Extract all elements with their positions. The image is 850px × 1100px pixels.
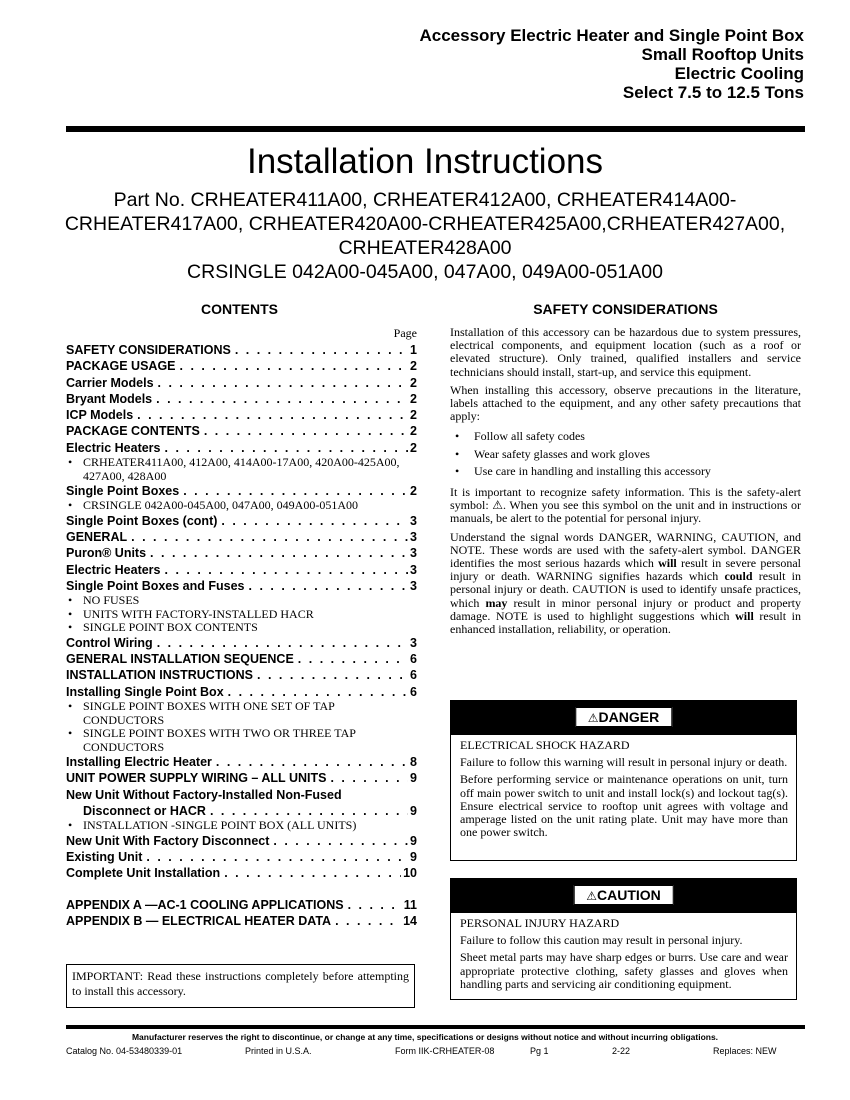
toc-page: 6: [410, 684, 417, 699]
toc-label: GENERAL INSTALLATION SEQUENCE: [66, 652, 294, 667]
warning-triangle-icon: ⚠: [492, 498, 503, 513]
toc-page: 8: [410, 755, 417, 770]
toc-entry[interactable]: [66, 407, 417, 423]
toc-page: 6: [410, 668, 417, 683]
toc-leader: [348, 897, 402, 913]
toc-entry[interactable]: [66, 897, 417, 913]
toc-label: SAFETY CONSIDERATIONS: [66, 343, 231, 357]
danger-label: [575, 707, 672, 727]
toc-label: APPENDIX A —AC-1 COOLING APPLICATIONS: [66, 897, 344, 912]
toc-entry[interactable]: [66, 423, 417, 439]
toc-leader: [335, 913, 401, 929]
caution-body: [451, 913, 796, 1001]
table-of-contents: [66, 325, 417, 929]
toc-entry[interactable]: [66, 667, 417, 683]
hazard-paragraph: Failure to follow this warning will result in personal injury or death.: [460, 755, 788, 770]
toc-subitem: • SINGLE POINT BOX CONTENTS: [66, 621, 417, 635]
spacer: [66, 882, 417, 897]
toc-entry[interactable]: [66, 770, 417, 786]
part-line: Part No. CRHEATER411A00, CRHEATER412A00, CRHEATER414A00-: [113, 189, 737, 211]
part-line: CRSINGLE 042A00-045A00, 047A00, 049A00-051A00: [187, 261, 663, 283]
toc-label: Electric Heaters: [66, 562, 161, 577]
toc-subitem: • UNITS WITH FACTORY-INSTALLED HACR: [66, 608, 417, 622]
toc-leader: [235, 342, 408, 358]
toc-entry[interactable]: [66, 483, 417, 499]
toc-label: Disconnect or HACR: [83, 803, 206, 818]
toc-subitem: • SINGLE POINT BOXES WITH ONE SET OF TAP CONDUCTORS: [66, 700, 417, 727]
toc-label: APPENDIX B — ELECTRICAL HEATER DATA: [66, 913, 332, 928]
safety-list-item: • Wear safety glasses and work gloves: [450, 446, 801, 464]
danger-label-text: DANGER: [598, 709, 660, 725]
toc-entry[interactable]: [66, 358, 417, 374]
part-numbers: [40, 188, 810, 284]
header-line: Accessory Electric Heater and Single Point Box: [419, 26, 804, 45]
danger-banner: [451, 701, 796, 735]
toc-subitem: • INSTALLATION -SINGLE POINT BOX (ALL UNITS): [66, 819, 417, 833]
header-line: Small Rooftop Units: [641, 45, 804, 64]
page-column-label: Page: [393, 326, 417, 340]
toc-leader: [146, 849, 408, 865]
toc-page: 9: [410, 803, 417, 818]
toc-page: 2: [410, 484, 417, 499]
text-run: It is important to recognize safety information. This is the safety-alert symbol:: [450, 484, 801, 513]
toc-leader: [224, 865, 401, 881]
toc-page: 2: [410, 391, 417, 406]
safety-list-item: • Use care in handling and installing this accessory: [450, 463, 801, 481]
hazard-title: ELECTRICAL SHOCK HAZARD: [460, 738, 630, 752]
danger-body: [451, 735, 796, 849]
warning-triangle-icon: ⚠: [587, 711, 599, 725]
toc-label: Installing Single Point Box: [66, 684, 224, 699]
toc-subitem: • CRHEATER411A00, 412A00, 414A00-17A00, 420A00-425A00, 427A00, 428A00: [66, 456, 417, 483]
toc-leader: [157, 635, 408, 651]
toc-subitem: • SINGLE POINT BOXES WITH TWO OR THREE TAP CONDUCTORS: [66, 727, 417, 754]
toc-leader: [131, 529, 408, 545]
toc-leader: [330, 770, 408, 786]
toc-entry[interactable]: [66, 803, 417, 819]
toc-label: PACKAGE CONTENTS: [66, 424, 200, 439]
toc-leader: [165, 440, 409, 456]
safety-paragraph: [450, 486, 801, 526]
toc-label: Control Wiring: [66, 635, 153, 650]
toc-page: 6: [410, 652, 417, 667]
toc-page: 3: [410, 546, 417, 561]
toc-label: New Unit With Factory Disconnect: [66, 833, 270, 848]
toc-leader: [165, 562, 409, 578]
header-line: Electric Cooling: [674, 64, 804, 83]
document-header: [419, 26, 804, 102]
toc-subitem: • NO FUSES: [66, 594, 417, 608]
toc-leader: [221, 513, 408, 529]
toc-label: PACKAGE USAGE: [66, 359, 176, 374]
toc-page: 3: [410, 513, 417, 528]
toc-page: 2: [410, 408, 417, 423]
toc-leader: [210, 803, 408, 819]
toc-label: Single Point Boxes: [66, 484, 180, 499]
toc-leader: [249, 578, 409, 594]
toc-leader: [183, 483, 408, 499]
toc-entry[interactable]: [66, 913, 417, 929]
safety-paragraph: [450, 531, 801, 637]
toc-entry[interactable]: [66, 513, 417, 529]
toc-label: UNIT POWER SUPPLY WIRING – ALL UNITS: [66, 771, 327, 786]
toc-page: 3: [410, 530, 417, 545]
toc-label: Bryant Models: [66, 391, 153, 406]
caution-label-text: CAUTION: [596, 887, 661, 903]
text-run: Understand the signal words DANGER, WARNING, CAUTION, and NOTE. These words are used with the safety-alert symbol. DANGER identifies the most serious hazards which: [450, 529, 801, 570]
toc-entry[interactable]: [66, 562, 417, 578]
toc-page: 10: [403, 866, 417, 881]
emphasis: may: [485, 595, 508, 610]
toc-label: Carrier Models: [66, 375, 154, 390]
hazard-title: PERSONAL INJURY HAZARD: [460, 916, 620, 930]
toc-page: 14: [403, 913, 417, 928]
text-run: result in minor personal injury or product and property damage. NOTE is used to highlight suggestions which: [450, 595, 801, 623]
toc-leader: [158, 375, 409, 391]
toc-leader: [137, 407, 408, 423]
toc-entry[interactable]: [66, 754, 417, 770]
toc-entry[interactable]: [66, 375, 417, 391]
toc-entry-wrapped[interactable]: New Unit Without Factory-Installed Non-Fused: [66, 787, 342, 802]
toc-label: ICP Models: [66, 408, 134, 423]
safety-paragraph: Installation of this accessory can be hazardous due to system pressures, electrical components, and equipment location (such as a roof or elevated structure). Only trained, qualified installers and service technicians should install, start-up, and service this equipment.: [450, 325, 801, 379]
header-line: Select 7.5 to 12.5 Tons: [622, 83, 804, 102]
toc-label: Electric Heaters: [66, 440, 161, 455]
toc-leader: [257, 667, 408, 683]
replaces-note: Replaces: NEW: [713, 1046, 777, 1056]
warning-triangle-icon: ⚠: [586, 889, 597, 903]
text-run: result in enhanced installation, reliability, or operation.: [450, 608, 801, 636]
toc-leader: [228, 684, 408, 700]
toc-leader: [273, 833, 408, 849]
emphasis: could: [724, 569, 753, 584]
toc-label: INSTALLATION INSTRUCTIONS: [66, 668, 254, 683]
hazard-paragraph: Before performing service or maintenance operations on unit, turn off main power switch to unit and install lock(s) and lockout tag(s). Ensure electrical service to rooftop unit agrees with voltage and amperage listed on the unit rating plate. Unit may have more than one power switch.: [460, 772, 788, 840]
toc-page: 9: [410, 833, 417, 848]
caution-label: [573, 885, 674, 905]
part-line: CRHEATER417A00, CRHEATER420A00-CRHEATER425A00,CRHEATER427A00,: [64, 213, 786, 235]
caution-banner: [451, 879, 796, 913]
toc-label: Single Point Boxes (cont): [66, 513, 218, 528]
page-title: Installation Instructions: [246, 142, 603, 181]
toc-page: 3: [410, 635, 417, 650]
caution-box: [450, 878, 797, 1000]
text-run: result in severe personal injury or death. WARNING signifies hazards which: [450, 555, 802, 584]
emphasis: will: [658, 555, 677, 570]
toc-subitem: • CRSINGLE 042A00-045A00, 047A00, 049A00-051A00: [66, 499, 417, 513]
safety-list: [450, 428, 801, 481]
toc-entry[interactable]: [66, 529, 417, 545]
toc-page: 2: [410, 359, 417, 374]
hazard-paragraph: Failure to follow this caution may result in personal injury.: [460, 933, 743, 948]
toc-page: 2: [410, 375, 417, 390]
toc-entry[interactable]: [66, 833, 417, 849]
toc-entry[interactable]: [66, 391, 417, 407]
toc-entry[interactable]: [66, 440, 417, 456]
important-notice: IMPORTANT: Read these instructions completely before attempting to install this accessory.: [66, 964, 415, 1008]
footer-disclaimer: Manufacturer reserves the right to discontinue, or change at any time, specifications or designs without notice and without incurring obligations.: [131, 1032, 719, 1042]
toc-page: 9: [410, 850, 417, 865]
toc-entry[interactable]: [66, 865, 417, 881]
safety-text: [450, 326, 801, 641]
toc-page: 2: [410, 440, 417, 455]
page-number: Pg 1: [530, 1046, 549, 1056]
toc-entry[interactable]: [66, 578, 417, 594]
toc-label: Existing Unit: [66, 850, 143, 865]
text-run: result in personal injury or death. CAUTION is used to identify unsafe practices, which: [450, 569, 801, 610]
toc-entry[interactable]: [66, 684, 417, 700]
toc-entry[interactable]: [66, 545, 417, 561]
toc-page: 11: [403, 897, 417, 912]
safety-heading: SAFETY CONSIDERATIONS: [533, 301, 718, 317]
toc-leader: [216, 754, 408, 770]
hazard-paragraph: Sheet metal parts may have sharp edges or burrs. Use care and wear appropriate protective clothing, safety glasses and gloves when handling parts and servicing air conditioning equipment.: [460, 950, 788, 991]
revision-date: 2-22: [612, 1046, 631, 1056]
toc-entry[interactable]: [66, 342, 417, 358]
emphasis: will: [735, 608, 754, 623]
bottom-rule: [66, 1025, 805, 1029]
danger-box: [450, 700, 797, 861]
toc-page: 3: [410, 579, 417, 594]
safety-paragraph: When installing this accessory, observe precautions in the literature, labels attached to the equipment, and any other safety precautions that apply:: [450, 382, 801, 424]
part-line: CRHEATER428A00: [338, 237, 512, 259]
toc-entry[interactable]: [66, 849, 417, 865]
toc-label: Single Point Boxes and Fuses: [66, 579, 245, 594]
toc-page: 3: [410, 562, 417, 577]
toc-leader: [150, 545, 408, 561]
toc-page: 9: [410, 771, 417, 786]
printed-in: Printed in U.S.A.: [245, 1046, 312, 1056]
toc-leader: [156, 391, 408, 407]
toc-leader: [298, 651, 408, 667]
toc-label: Installing Electric Heater: [66, 755, 212, 770]
toc-leader: [204, 423, 408, 439]
toc-entry[interactable]: [66, 651, 417, 667]
form-number: Form IIK-CRHEATER-08: [395, 1046, 495, 1056]
toc-leader: [180, 358, 409, 374]
toc-entry[interactable]: [66, 635, 417, 651]
top-rule: [66, 126, 805, 132]
text-run: . When you see this symbol on the unit and in instructions or manuals, be alert to the potential for personal injury.: [450, 498, 802, 526]
toc-page: 1: [410, 343, 417, 357]
toc-label: Complete Unit Installation: [66, 866, 221, 881]
catalog-number: Catalog No. 04-53480339-01: [66, 1046, 183, 1056]
toc-label: Puron® Units: [66, 546, 147, 561]
contents-heading: CONTENTS: [201, 301, 278, 317]
toc-label: GENERAL: [66, 530, 128, 545]
safety-list-item: • Follow all safety codes: [450, 428, 801, 446]
toc-page: 2: [410, 424, 417, 439]
